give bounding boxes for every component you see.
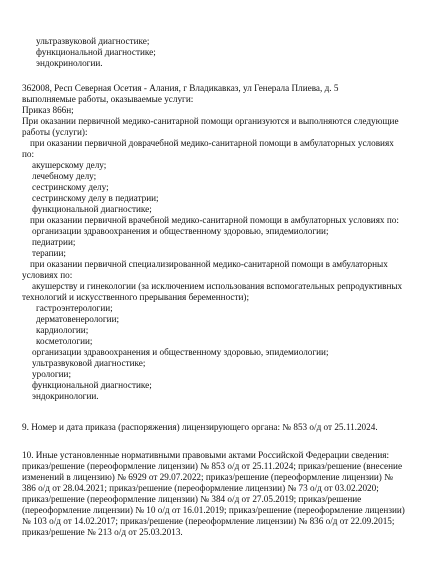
spec-heading: при оказании первичной специализированной медико-санитарной помощи в амбулаторных [30, 259, 388, 269]
prevrach-heading: при оказании первичной доврачебной медико-санитарной помощи в амбулаторных условиях [30, 138, 394, 148]
section-10-line: (переоформление лицензии) № 10 о/д от 16.01.2019; приказ/решение (переоформление лицензии) [22, 505, 405, 515]
section-10-line: № 103 о/д от 14.02.2017; приказ/решение (переоформление лицензии) № 836 о/д от 22.09.2015; [22, 516, 395, 526]
list-item: кардиологии; [36, 325, 89, 335]
list-item: сестринскому делу; [32, 182, 109, 192]
pmsp-intro: При оказании первичной медико-санитарной помощи организуются и выполняются следующие [22, 116, 399, 126]
section-10-line: приказ/решение (переоформление лицензии) № 853 о/д от 25.11.2024; приказ/решение (внесение [22, 461, 403, 471]
list-item: функциональной диагностике; [32, 204, 152, 214]
section-10-line: приказ/решение № 213 о/д от 25.03.2013. [22, 527, 183, 537]
list-item: лечебному делу; [32, 171, 97, 181]
section-10-line: изменений в лицензию) № 6929 от 29.07.2022; приказ/решение (переоформление лицензии) № [22, 472, 393, 482]
list-item: ультразвуковой диагностике; [32, 358, 146, 368]
section-10-line: 10. Иные установленные нормативными правовыми актами Российской Федерации сведения: [22, 450, 390, 460]
address-line: 362008, Респ Северная Осетия - Алания, г Владикавказ, ул Генерала Плиева, д. 5 [22, 83, 339, 93]
list-item: организации здравоохранения и общественному здоровью, эпидемиологии; [32, 226, 329, 236]
list-item: акушерскому делу; [32, 160, 107, 170]
list-item: косметологии; [36, 336, 93, 346]
prevrach-heading-cont: по: [22, 149, 35, 159]
list-item: урологии; [32, 369, 71, 379]
section-10-line: 386 о/д от 28.04.2021; приказ/решение (переоформление лицензии) № 73 о/д от 03.02.2020; [22, 483, 379, 493]
list-item: эндокринологии. [32, 391, 99, 401]
list-item: организации здравоохранения и общественному здоровью, эпидемиологии; [32, 347, 329, 357]
spec-list [22, 303, 422, 347]
vrach-heading: при оказании первичной врачебной медико-санитарной помощи в амбулаторных условиях по: [30, 215, 399, 225]
works-intro: выполняемые работы, оказываемые услуги: [22, 94, 194, 104]
top-list [22, 36, 422, 69]
list-item: эндокринологии. [36, 58, 103, 68]
list-item: гастроэнтерологии; [36, 303, 113, 313]
section-10 [22, 450, 422, 538]
prevrach-list [22, 160, 422, 215]
spec-list-cont [22, 347, 422, 402]
vrach-list [22, 226, 422, 259]
order-line: Приказ 866н; [22, 105, 74, 115]
spec-akush: акушерству и гинекологии (за исключением использования вспомогательных репродуктивных [32, 281, 403, 291]
section-9: 9. Номер и дата приказа (распоряжения) лицензирующего органа: № 853 о/д от 25.11.2024. [22, 422, 378, 432]
list-item: функциональной диагностике; [36, 47, 156, 57]
license-document-page [22, 0, 422, 538]
list-item: дерматовенерологии; [36, 314, 120, 324]
spec-heading-cont: условиях по: [22, 270, 73, 280]
pmsp-intro-cont: работы (услуги): [22, 127, 88, 137]
list-item: педиатрии; [32, 237, 76, 247]
list-item: сестринскому делу в педиатрии; [32, 193, 159, 203]
section-10-line: приказ/решение (переоформление лицензии) № 384 о/д от 27.05.2019; приказ/решение [22, 494, 362, 504]
spec-akush-cont: технологий и искусственного прерывания беременности); [22, 292, 250, 302]
list-item: терапии; [32, 248, 66, 258]
list-item: ультразвуковой диагностике; [36, 36, 150, 46]
list-item: функциональной диагностике; [32, 380, 152, 390]
top-spacer [22, 0, 422, 36]
